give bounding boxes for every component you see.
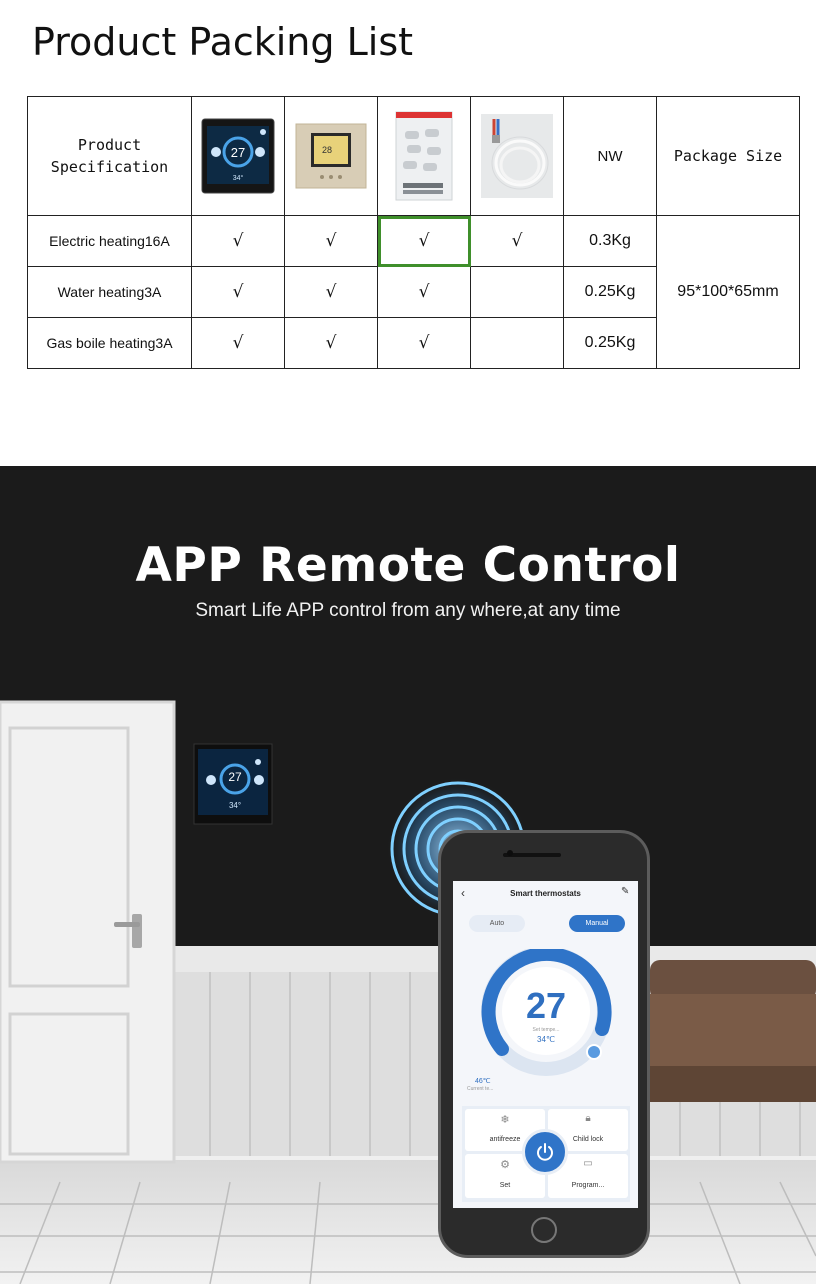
nw-value: 0.3Kg: [564, 216, 657, 267]
box-icon: [295, 123, 367, 189]
smartphone: [438, 830, 650, 1258]
table-header-row: [28, 97, 800, 216]
sensor-cable-icon: [480, 113, 554, 199]
thermostat-icon: [201, 118, 275, 194]
spec-header: [28, 97, 192, 216]
row-label: Water heating3A: [28, 267, 192, 318]
monitor-icon: ▭: [583, 1158, 593, 1169]
app-header-title: Smart thermostats: [510, 889, 581, 898]
accessories-thumbnail: [378, 97, 471, 216]
back-icon[interactable]: ‹: [461, 886, 465, 900]
spec-header-line2: Specification: [50, 158, 169, 176]
set-label: Set: [499, 1182, 511, 1189]
check-mark-empty: [471, 318, 564, 369]
check-mark: √: [285, 267, 378, 318]
child-lock-label: Child lock: [572, 1136, 604, 1143]
snowflake-icon: ❄: [500, 1114, 510, 1126]
svg-text:27: 27: [230, 145, 246, 160]
promo-subtitle: Smart Life APP control from any where,at any time: [195, 600, 621, 621]
current-temp-value: 46℃: [475, 1078, 491, 1085]
check-mark: √: [192, 216, 285, 267]
app-promo-banner: [0, 466, 816, 1284]
nw-value: 0.25Kg: [564, 267, 657, 318]
check-mark: √: [285, 216, 378, 267]
program-label: Program...: [571, 1182, 605, 1189]
lock-icon: 🔒︎: [585, 1113, 591, 1124]
phone-screen: [453, 881, 638, 1208]
phone-camera: [507, 850, 513, 856]
mode-auto-button[interactable]: Auto: [469, 915, 525, 932]
power-icon: [535, 1142, 555, 1162]
package-size-header: Package Size: [657, 97, 800, 216]
check-mark: √: [285, 318, 378, 369]
check-mark-empty: [471, 267, 564, 318]
check-mark: √: [192, 318, 285, 369]
check-mark: √: [471, 216, 564, 267]
row-label: Electric heating16A: [28, 216, 192, 267]
wall-thermostat-temperature: 27: [228, 770, 242, 784]
check-mark-selected[interactable]: √: [378, 216, 471, 267]
promo-title: APP Remote Control: [135, 538, 681, 593]
sensor-thumbnail: [471, 97, 564, 216]
wall-thermostat-small-temp: 34°: [228, 801, 242, 810]
svg-text:28: 28: [322, 145, 333, 155]
svg-text:34°: 34°: [232, 175, 244, 182]
antifreeze-label: antifreeze: [489, 1136, 521, 1143]
nw-header: NW: [564, 97, 657, 216]
edit-icon[interactable]: ✎: [621, 886, 630, 897]
home-button[interactable]: [531, 1217, 557, 1243]
thermostat-thumbnail: [192, 97, 285, 216]
packing-table: [27, 96, 800, 369]
accessories-bag-icon: [395, 111, 453, 201]
mode-manual-button[interactable]: Manual: [569, 915, 625, 932]
check-mark: √: [378, 267, 471, 318]
spec-header-line1: Product: [77, 136, 142, 154]
set-temp-value: 34℃: [537, 1035, 555, 1044]
row-label: Gas boile heating3A: [28, 318, 192, 369]
set-temp-label: Set tempe...: [532, 1027, 560, 1033]
package-size-value: 95*100*65mm: [657, 216, 800, 369]
app-temperature: 27: [525, 985, 567, 1026]
power-button[interactable]: [522, 1129, 568, 1175]
current-temp-label: Current te...: [467, 1086, 494, 1092]
check-mark: √: [378, 318, 471, 369]
check-mark: √: [192, 267, 285, 318]
table-row: [28, 216, 800, 267]
page-title: Product Packing List: [32, 20, 414, 64]
gear-icon: ⚙: [500, 1159, 510, 1171]
nw-value: 0.25Kg: [564, 318, 657, 369]
box-thumbnail: [285, 97, 378, 216]
